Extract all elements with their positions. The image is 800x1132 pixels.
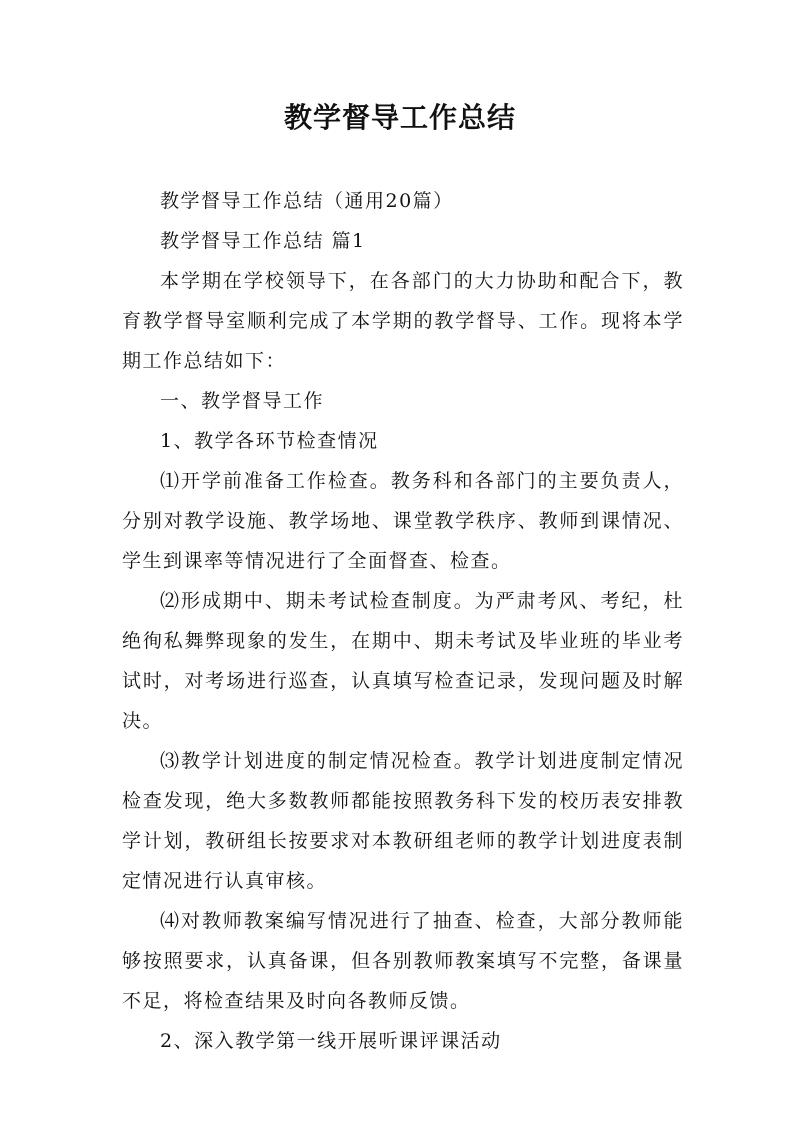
paragraph-subtitle: 教学督导工作总结（通用20篇） [160, 190, 454, 212]
paragraph-heading: 1、教学各环节检查情况 [160, 430, 379, 452]
paragraph: ⑴开学前准备工作检查。教务科和各部门的主要负责人，分别对教学设施、教学场地、课堂教学秩序、教师到课情况、学生到课率等情况进行了全面督查、检查。 [122, 470, 684, 572]
paragraph-heading: 一、教学督导工作 [160, 390, 325, 412]
paragraph-heading: 2、深入教学第一线开展听课评课活动 [160, 1030, 502, 1052]
paragraph: ⑶教学计划进度的制定情况检查。教学计划进度制定情况检查发现，绝大多数教师都能按照教务科下发的校历表安排教学计划，教研组长按要求对本教研组老师的教学计划进度表制定情况进行认真审核。 [122, 750, 684, 892]
document-title: 教学督导工作总结 [283, 101, 516, 134]
document-body [122, 181, 684, 1061]
paragraph: ⑵形成期中、期未考试检查制度。为严肃考风、考纪，杜绝徇私舞弊现象的发生，在期中、期未考试及毕业班的毕业考试时，对考场进行巡查，认真填写检查记录，发现问题及时解决。 [122, 590, 684, 732]
paragraph-section-heading: 教学督导工作总结 篇1 [160, 230, 366, 252]
paragraph: ⑷对教师教案编写情况进行了抽查、检查，大部分教师能够按照要求，认真备课，但各别教师教案填写不完整，备课量不足，将检查结果及时向各教师反馈。 [122, 910, 684, 1012]
paragraph: 本学期在学校领导下，在各部门的大力协助和配合下，教育教学督导室顺利完成了本学期的教学督导、工作。现将本学期工作总结如下： [122, 270, 684, 372]
